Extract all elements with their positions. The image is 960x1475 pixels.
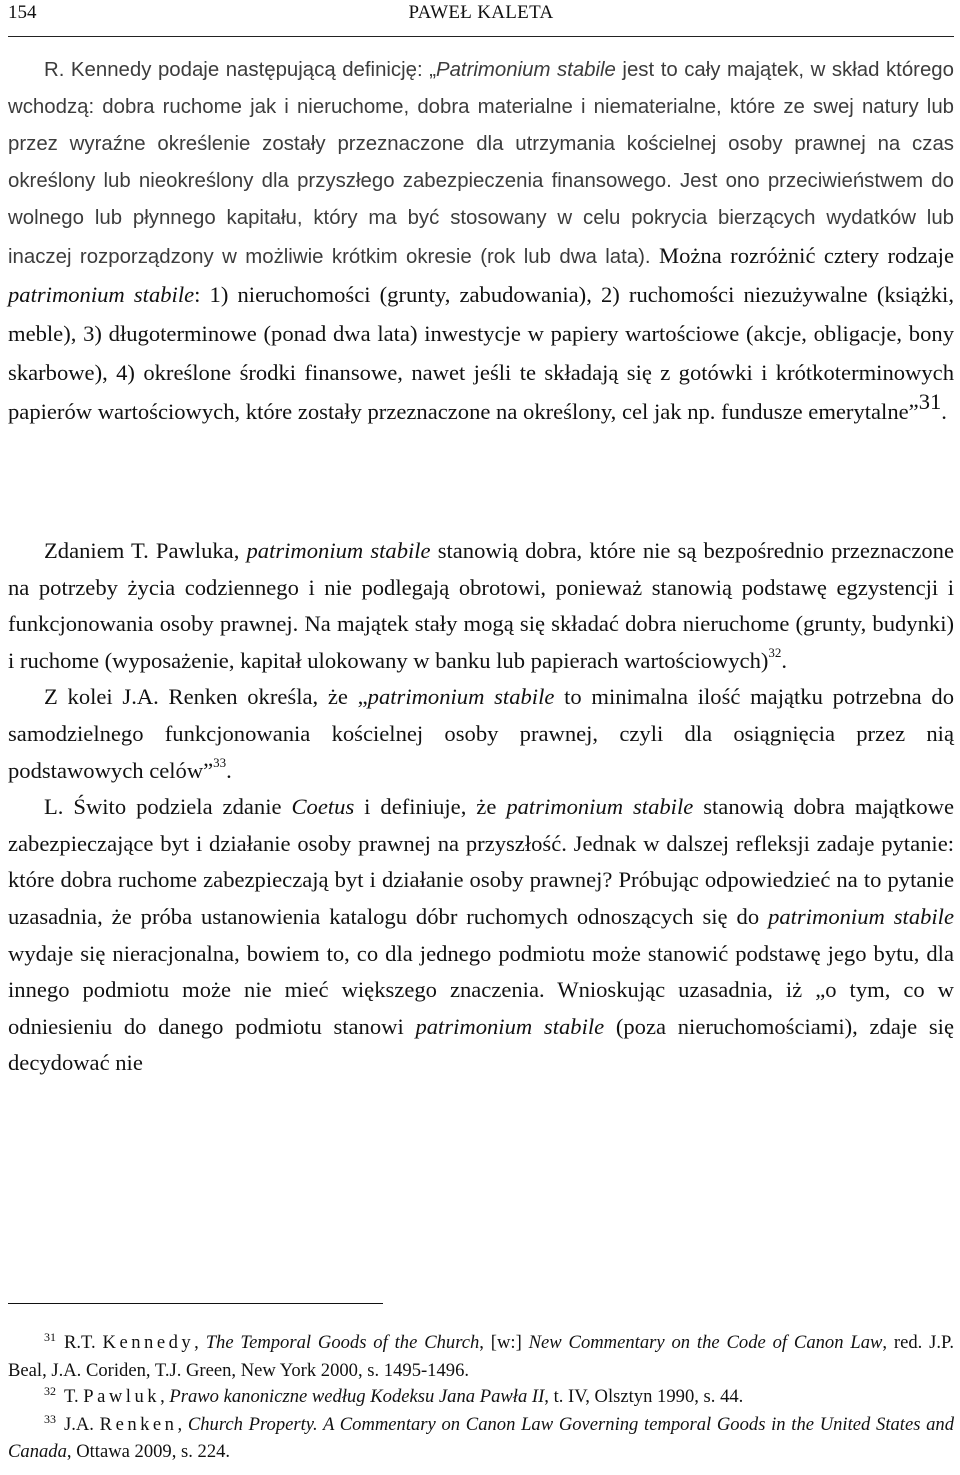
text-run: Z kolei J.A. Renken określa, że „: [44, 684, 368, 710]
italic-term: patrimonium stabile: [415, 1013, 605, 1039]
text-run: i definiuje, że: [354, 794, 507, 820]
text-run: stanowią dobra majątkowe zabezpieczające byt i działanie osoby prawnej na przyszłość. Jednak w dalszej refleksji zadaje pytanie: które dobra ruchome zabezpieczają byt i działanie osoby prawnej? Próbując odpowiedzieć na to pytanie uzasadnia, że próba ustanowienia katalogu dóbr ruchomych odnoszących się do: [8, 794, 954, 929]
text-run: ,: [177, 1413, 188, 1435]
footnote-ref-31: 31: [918, 389, 942, 415]
footnote-title: Prawo kanoniczne według Kodeksu Jana Pawła II: [169, 1386, 545, 1407]
italic-term: patrimonium stabile: [367, 684, 555, 710]
text-run: , red. J.P. Beal, J.A. Coriden, T.J. Green, New York 2000, s. 1495-1496.: [8, 1332, 954, 1381]
text-run: to minimalna ilość majątku potrzebna do samodzielnego funkcjonowania kościelnej osoby prawnej, czyli dla osiągnięcia przez nią podstawowych celów”: [8, 684, 954, 783]
footnote-title: The Temporal Goods of the Church: [205, 1332, 480, 1353]
page-header: [8, 0, 954, 37]
text-run: R.T.: [64, 1332, 103, 1353]
text-run: .: [226, 757, 232, 783]
paragraph-kennedy: [8, 52, 954, 432]
footnote-31: [8, 1330, 954, 1384]
text-run: (poza nieruchomościami), zdaje się decydować nie: [8, 1013, 954, 1076]
footnote-number: 33: [44, 1411, 56, 1426]
italic-term: Coetus: [291, 794, 355, 820]
footnote-title: New Commentary on the Code of Canon Law: [528, 1332, 883, 1353]
footnote-title: Church Property. A Commentary on Canon Law Governing temporal Goods in the United States and Canada: [8, 1413, 955, 1462]
document-page: [8, 0, 954, 1475]
footnote-separator: [8, 1303, 383, 1304]
text-run: stanowią dobra, które nie są bezpośrednio przeznaczone na potrzeby życia codziennego i nie podlegają obrotowi, ponieważ stanowią podstawę egzystencji i funkcjonowania osoby prawnej. Na majątek stały mogą się składać dobra nieruchome (grunty, budynki) i ruchome (wyposażenie, kapitał ulokowany w banku lub papierach wartościowych): [8, 538, 954, 673]
italic-term: patrimonium stabile: [768, 903, 954, 929]
text-run: T.: [64, 1386, 84, 1407]
text-run: R. Kennedy podaje następującą definicję: „: [44, 59, 436, 81]
text-run: J.A.: [64, 1413, 100, 1435]
text-run: .: [941, 399, 947, 424]
italic-term: patrimonium stabile: [506, 794, 694, 820]
text-run: , Ottawa 2009, s. 224.: [66, 1441, 231, 1462]
footnote-ref-32: 32: [768, 645, 782, 661]
text-run: L. Świto podziela zdanie: [44, 794, 292, 820]
footnote-author: Kennedy: [102, 1332, 195, 1353]
footnote-33: [8, 1412, 954, 1466]
text-run: Zdaniem T. Pawluka,: [44, 538, 247, 563]
text-run: jest to cały majątek, w skład którego wchodzą: dobra ruchome jak i nieruchome, dobra materialne i niematerialne, które ze swej natury lub przez wyraźne określenie zostały przeznaczone dla utrzymania kościelnej osoby prawnej na czas określony lub nieokreślony dla przyszłego zabezpieczenia finansowego. Jest ono przeciwieństwem do wolnego lub płynnego kapitału, który ma być stosowany w celu pokrycia bierzących wydatków lub inaczej rozporządzony w możliwie krótkim okresie (rok lub dwa lata).: [8, 59, 954, 268]
footnotes: [8, 1330, 954, 1466]
text-run: .: [781, 647, 788, 673]
text-run: ,: [160, 1386, 170, 1407]
footnote-number: 31: [44, 1330, 56, 1344]
text-run: wydaje się nieracjonalna, bowiem to, co dla jednego podmiotu może stanowić podstawę jego bytu, dla innego podmiotu może nie mieć większego znaczenia. Wnioskując uzasadnia, iż „o tym, co w odniesieniu do danego podmiotu stanowi: [8, 940, 954, 1039]
footnote-32: [8, 1384, 954, 1412]
page-number: 154: [8, 2, 37, 23]
footnote-author: Renken: [99, 1413, 178, 1435]
text-run: , t. IV, Olsztyn 1990, s. 44.: [544, 1386, 744, 1407]
running-head: PAWEŁ KALETA: [408, 2, 554, 23]
italic-term: patrimonium stabile: [246, 538, 431, 563]
paragraph-renken: [8, 679, 954, 789]
paragraph-pawluk: [8, 533, 954, 679]
italic-term: Patrimonium stabile: [435, 59, 616, 81]
italic-term: patrimonium stabile: [8, 282, 195, 307]
footnote-author: Pawluk: [83, 1386, 161, 1407]
footnote-ref-33: 33: [213, 755, 227, 771]
text-run: ,: [194, 1332, 206, 1353]
footnote-number: 32: [44, 1384, 56, 1398]
text-run: Można rozróżnić cztery rodzaje: [659, 243, 954, 268]
text-run: : 1) nieruchomości (grunty, zabudowania), 2) ruchomości niezużywalne (książki, meble), 3) długoterminowe (ponad dwa lata) inwestycje w papiery wartościowe (akcje, obligacje, bony skarbowe), 4) określone środki finansowe, nawet jeśli te składają się z gotówki i krótkoterminowych papierów wartościowych, które zostały przeznaczone na określony, cel jak np. fundusze emerytalne”: [8, 282, 954, 424]
main-text: [8, 533, 954, 1082]
text-run: , [w:]: [479, 1332, 529, 1353]
paragraph-swito: [8, 789, 954, 1082]
